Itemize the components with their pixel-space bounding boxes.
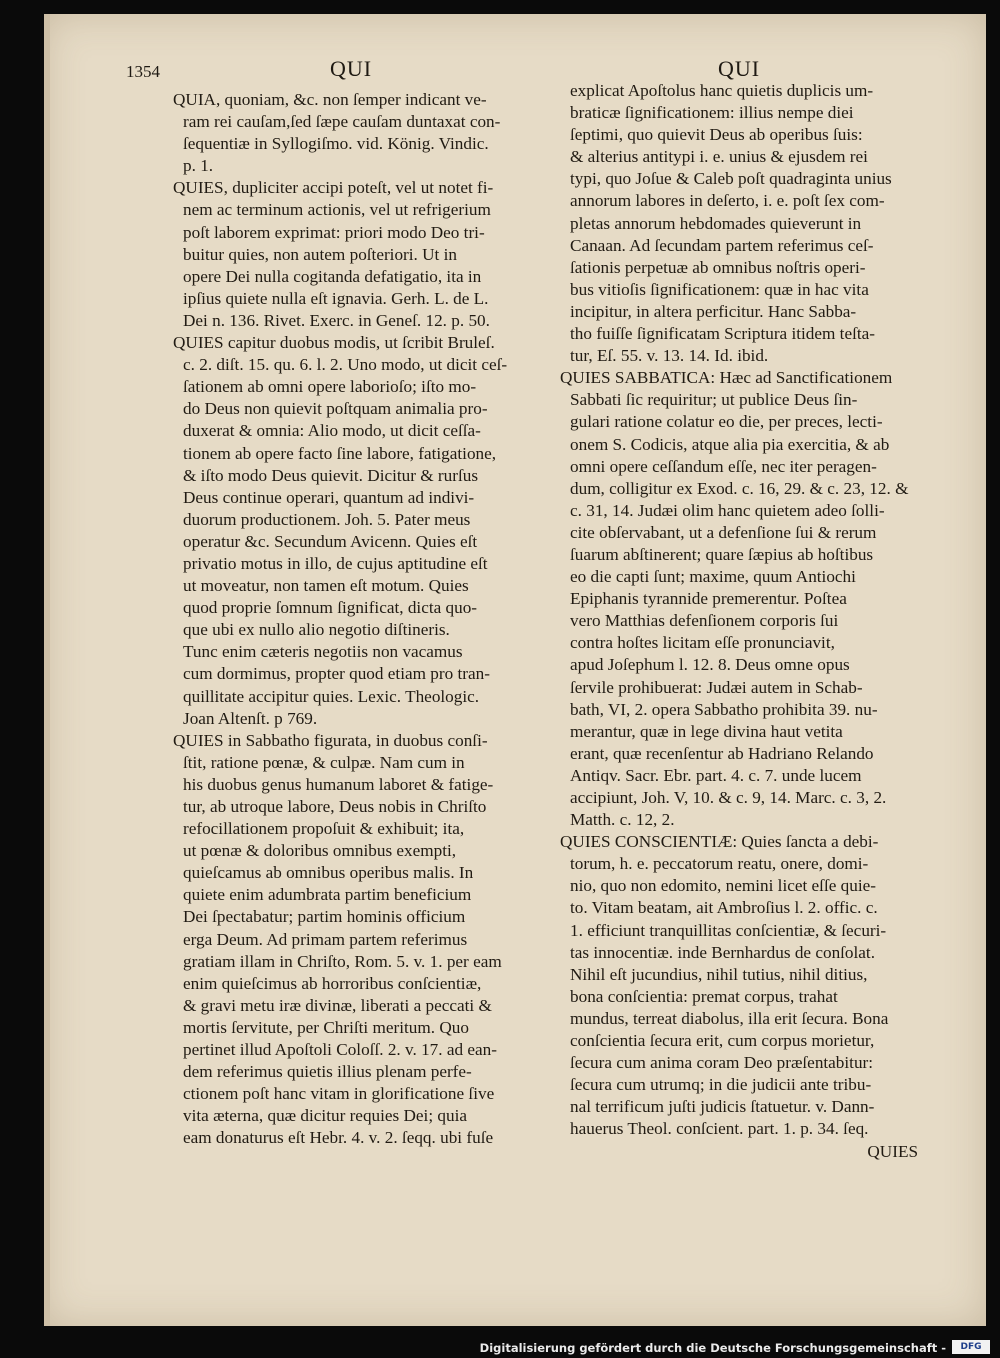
text-line: Tunc enim cæteris negotiis non vacamus bbox=[183, 642, 463, 662]
text-line: nio, quo non edomito, nemini licet eſſe quie- bbox=[570, 876, 876, 896]
funding-notice: Digitalisierung gefördert durch die Deutsche Forschungsgemeinschaft - bbox=[479, 1341, 946, 1355]
running-head-left: QUI bbox=[330, 56, 373, 81]
text-line: mundus, terreat diabolus, illa erit ſecura. Bona bbox=[570, 1008, 889, 1028]
text-line: ſervile prohibuerat: Judæi autem in Schab- bbox=[570, 677, 863, 697]
text-line: QUIES SABBATICA: Hæc ad Sanctificationem bbox=[560, 368, 893, 388]
text-line: ſequentiæ in Syllogiſmo. vid. König. Vindic. bbox=[183, 134, 489, 154]
text-line: QUIES capitur duobus modis, ut ſcribit Bruleſ. bbox=[173, 333, 495, 353]
text-line: braticæ ſignificationem: illius nempe diei bbox=[570, 103, 854, 123]
text-line: ſecura cum utrumq; in die judicii ante tribu- bbox=[570, 1075, 872, 1095]
text-line: quod proprie ſomnum ſignificat, dicta quo- bbox=[183, 598, 478, 618]
text-line: Joan Altenſt. p 769. bbox=[183, 708, 318, 728]
text-line: duxerat & omnia: Alio modo, ut dicit ceſſa- bbox=[183, 421, 481, 441]
text-line: gulari ratione colatur eo die, per preces, lecti- bbox=[570, 412, 883, 432]
text-line: 1. efficiunt tranquillitas conſcientiæ, & ſecuri- bbox=[570, 920, 887, 940]
text-line: ſationem ab omni opere laborioſo; iſto mo- bbox=[183, 377, 477, 397]
text-line: QUIES, dupliciter accipi poteſt, vel ut notet fi- bbox=[173, 178, 494, 198]
text-line: poſt laborem exprimat: priori modo Deo tri- bbox=[183, 222, 485, 242]
dfg-logo: DFG bbox=[952, 1340, 990, 1354]
text-line: bath, VI, 2. opera Sabbatho prohibita 39. nu- bbox=[570, 699, 878, 719]
text-line: duorum productionem. Joh. 5. Pater meus bbox=[183, 509, 471, 529]
text-line: Antiqv. Sacr. Ebr. part. 4. c. 7. unde lucem bbox=[570, 765, 862, 785]
left-column bbox=[173, 89, 545, 1150]
page-number: 1354 bbox=[126, 62, 160, 81]
text-line: ſeptimi, quo quievit Deus ab operibus ſuis: bbox=[570, 125, 863, 145]
footer-bar bbox=[0, 1336, 1000, 1358]
text-line: enim quieſcimus ab horroribus conſcientiæ, bbox=[183, 973, 482, 993]
text-line: Deus continue operari, quantum ad indivi- bbox=[183, 487, 475, 507]
text-line: pletas annorum hebdomades quieverunt in bbox=[570, 213, 862, 233]
text-line: QUIES CONSCIENTIÆ: Quies ſancta a debi- bbox=[560, 832, 879, 852]
text-line: to. Vitam beatam, ait Ambroſius l. 2. offic. c. bbox=[570, 898, 878, 918]
text-line: annorum labores in deſerto, i. e. poſt ſex com- bbox=[570, 191, 885, 211]
text-line: ctionem poſt hanc vitam in glorificatione ſive bbox=[183, 1084, 495, 1104]
text-line: que ubi ex nullo alio negotio diſtineris. bbox=[183, 620, 450, 640]
text-line: ut moveatur, non tamen eſt motum. Quies bbox=[183, 576, 469, 596]
running-head-right: QUI bbox=[718, 56, 761, 81]
text-line: tas innocentiæ. inde Bernhardus de conſolat. bbox=[570, 942, 876, 962]
text-line: pertinet illud Apoſtoli Coloſſ. 2. v. 17. ad ean- bbox=[183, 1040, 497, 1060]
text-line: Matth. c. 12, 2. bbox=[570, 810, 675, 830]
text-line: nem ac terminum actionis, vel ut refrigerium bbox=[183, 200, 491, 220]
text-line: opere Dei nulla cogitanda defatigatio, ita in bbox=[183, 266, 482, 286]
text-line: dem referimus quietis illius plenam perfe- bbox=[183, 1062, 472, 1082]
text-line: QUIA, quoniam, &c. non ſemper indicant ve- bbox=[173, 90, 487, 109]
text-line: Dei ſpectabatur; partim hominis officium bbox=[183, 907, 466, 927]
text-line: & alterius antitypi i. e. unius & ejusdem rei bbox=[570, 147, 868, 167]
text-line: ut pœnæ & doloribus omnibus exempti, bbox=[183, 841, 457, 861]
text-line: dum, colligitur ex Exod. c. 16, 29. & c. 23, 12. & bbox=[570, 478, 909, 498]
text-line: cum dormimus, propter quod etiam pro tran- bbox=[183, 664, 490, 684]
text-line: tur, Eſ. 55. v. 13. 14. Id. ibid. bbox=[570, 346, 769, 366]
text-line: tur, ab utroque labore, Deus nobis in Chriſto bbox=[183, 797, 487, 816]
text-line: contra hoſtes licitam eſſe pronunciavit, bbox=[570, 633, 835, 653]
text-line: tionem ab opere facto ſine labore, fatigatione, bbox=[183, 443, 497, 463]
text-line: quiete enim adumbrata partim beneficium bbox=[183, 885, 472, 905]
text-line: privatio motus in illo, de cujus aptitudine eſt bbox=[183, 553, 488, 573]
text-line: bus vitioſis ſignificationem: quæ in hac vita bbox=[570, 279, 869, 299]
text-line: operatur &c. Secundum Avicenn. Quies eſt bbox=[183, 531, 478, 551]
text-line: eo die capti ſunt; maxime, quum Antiochi bbox=[570, 567, 856, 587]
text-line: & gravi metu iræ divinæ, liberati a peccati & bbox=[183, 995, 492, 1015]
text-line: ſtit, ratione pœnæ, & culpæ. Nam cum in bbox=[183, 752, 465, 772]
text-line: mortis ſervitute, per Chriſti meritum. Quo bbox=[183, 1017, 469, 1037]
text-line: vero Matthias defenſionem corporis ſui bbox=[570, 611, 839, 631]
text-line: eam donaturus eſt Hebr. 4. v. 2. ſeqq. ubi fuſe bbox=[183, 1128, 494, 1148]
text-line: typi, quo Joſue & Caleb poſt quadraginta unius bbox=[570, 169, 892, 189]
text-line: onem S. Codicis, atque alia pia exercitia, & ab bbox=[570, 434, 890, 454]
text-line: ram rei cauſam,ſed ſæpe cauſam duntaxat con- bbox=[183, 112, 501, 132]
text-line: vita æterna, quæ dicitur requies Dei; quia bbox=[183, 1106, 467, 1126]
text-line: torum, h. e. peccatorum reatu, onere, domi- bbox=[570, 854, 869, 874]
text-line: omni opere ceſſandum eſſe, nec iter peragen- bbox=[570, 456, 877, 476]
text-line: erga Deum. Ad primam partem referimus bbox=[183, 929, 468, 949]
text-line: hauerus Theol. conſcient. part. 1. p. 34. ſeq. bbox=[570, 1119, 869, 1139]
text-line: quieſcamus ab omnibus operibus malis. In bbox=[183, 863, 474, 883]
text-line: explicat Apoſtolus hanc quietis duplicis um- bbox=[570, 81, 874, 100]
text-line: ſuarum abſtinerent; quare ſæpius ab hoſtibus bbox=[570, 544, 874, 564]
text-line: Epiphanis tyrannide premerentur. Poſtea bbox=[570, 589, 847, 609]
text-line: cite obſervabant, ut a defenſione ſui & rerum bbox=[570, 522, 877, 542]
text-line: bona conſcientia: premat corpus, trahat bbox=[570, 986, 838, 1006]
text-line: gratiam illam in Chriſto, Rom. 5. v. 1. per eam bbox=[183, 951, 502, 971]
text-line: Canaan. Ad ſecundam partem referimus ceſ- bbox=[570, 235, 874, 255]
text-line: ipſius quiete nulla eſt ignavia. Gerh. L. de L. bbox=[183, 288, 489, 308]
text-line: c. 2. diſt. 15. qu. 6. l. 2. Uno modo, ut dicit ceſ- bbox=[183, 355, 508, 375]
text-line: & iſto modo Deus quievit. Dicitur & rurſus bbox=[183, 465, 479, 485]
text-line: apud Joſephum l. 12. 8. Deus omne opus bbox=[570, 655, 850, 675]
text-line: do Deus non quievit poſtquam animalia pro- bbox=[183, 399, 488, 419]
text-line: p. 1. bbox=[183, 156, 214, 176]
text-line: buitur quies, non autem poſteriori. Ut in bbox=[183, 244, 458, 264]
text-line: tho fuiſſe ſignificatam Scriptura itidem teſta- bbox=[570, 324, 875, 344]
text-line: quillitate accipitur quies. Lexic. Theologic. bbox=[183, 686, 480, 706]
text-line: c. 31, 14. Judæi olim hanc quietem adeo ſolli- bbox=[570, 500, 885, 520]
text-line: Dei n. 136. Rivet. Exerc. in Geneſ. 12. p. 50. bbox=[183, 310, 490, 330]
text-line: conſcientia ſecura erit, cum corpus morietur, bbox=[570, 1031, 875, 1051]
text-line: Nihil eſt jucundius, nihil tutius, nihil ditius, bbox=[570, 964, 868, 984]
text-line: ſationis perpetuæ ab omnibus noſtris operi- bbox=[570, 257, 866, 277]
text-line: refocillationem propoſuit & exhibuit; ita, bbox=[183, 819, 465, 839]
text-line: QUIES in Sabbatho figurata, in duobus conſi- bbox=[173, 730, 488, 750]
text-line: QUIES bbox=[867, 1141, 918, 1161]
text-line: incipitur, in altera perficitur. Hanc Sabba- bbox=[570, 301, 857, 321]
right-column bbox=[560, 80, 924, 1163]
text-line: erant, quæ recenſentur ab Hadriano Relando bbox=[570, 743, 874, 763]
page-edge bbox=[44, 14, 50, 1326]
text-line: his duobus genus humanum laboret & fatige- bbox=[183, 774, 494, 794]
text-line: ſecura cum anima coram Deo præſentabitur: bbox=[570, 1053, 874, 1073]
text-line: Sabbati ſic requiritur; ut publice Deus ſin- bbox=[570, 390, 858, 410]
text-line: accipiunt, Joh. V, 10. & c. 9, 14. Marc. c. 3, 2. bbox=[570, 788, 887, 807]
text-line: merantur, quæ in lege divina haut vetita bbox=[570, 721, 843, 741]
text-line: nal terrificum juſti judicis ſtatuetur. v. Dann- bbox=[570, 1097, 875, 1117]
